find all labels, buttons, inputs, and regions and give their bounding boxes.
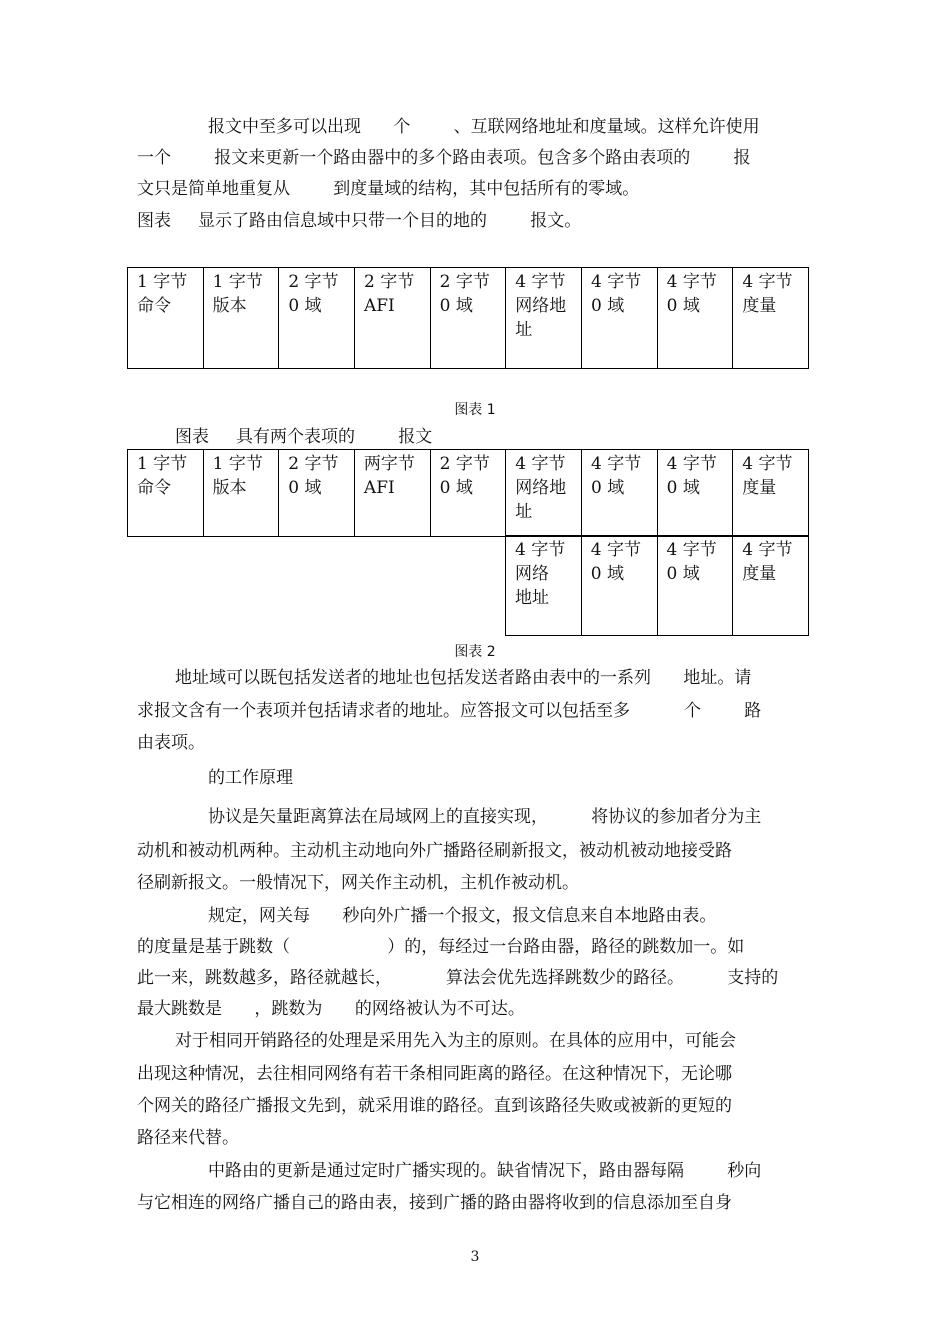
body-line: 与它相连的网络广播自己的路由表，接到广播的路由器将收到的信息添加至自身 (137, 1193, 732, 1213)
intro-line-3: 文只是简单地重复从 到度量域的结构，其中包括所有的零域。 (137, 179, 640, 199)
table2-cell: 2 字节 0 域 (430, 450, 506, 537)
page-number: 3 (470, 1249, 480, 1265)
body-line: 协议是矢量距离算法在局域网上的直接实现， 将协议的参加者分为主 (208, 807, 762, 827)
table1-cell: 1 字节 版本 (203, 268, 279, 369)
body-line: 求报文含有一个表项并包括请求者的地址。应答报文可以包括至多 个 路 (137, 701, 762, 721)
packet-format-table-2-row1 (127, 449, 809, 537)
table2-cell: 4 字节 0 域 (581, 536, 657, 636)
table1-cell: 1 字节 命令 (128, 268, 204, 369)
table2-title: 图表 具有两个表项的 报文 (175, 427, 433, 447)
table2-cell: 4 字节 网络 地址 (506, 536, 582, 636)
table1-cell: 4 字节 度量 (733, 268, 809, 369)
table2-cell: 1 字节 版本 (203, 450, 279, 537)
section-heading: 的工作原理 (208, 768, 293, 788)
table2-cell: 2 字节 0 域 (279, 450, 355, 537)
table2-cell: 4 字节 度量 (733, 536, 809, 636)
table1-cell: 2 字节 AFI (354, 268, 430, 369)
table2-cell: 1 字节 命令 (128, 450, 204, 537)
body-line: 动机和被动机两种。主动机主动地向外广播路径刷新报文，被动机被动地接受路 (137, 841, 732, 861)
body-line: 个网关的路径广播报文先到，就采用谁的路径。直到该路径失败或被新的更短的 (137, 1096, 732, 1116)
table2-cell: 4 字节 度量 (733, 450, 809, 537)
body-line: 中路由的更新是通过定时广播实现的。缺省情况下，路由器每隔 秒向 (208, 1161, 762, 1181)
intro-line-2: 一个 报文来更新一个路由器中的多个路由表项。包含多个路由表项的 报 (137, 148, 751, 168)
table1-cell: 2 字节 0 域 (430, 268, 506, 369)
body-line: 的度量是基于跳数（ ）的，每经过一台路由器，路径的跳数加一。如 (137, 937, 745, 957)
table2-cell: 两字节 AFI (354, 450, 430, 537)
table2-cell: 4 字节 0 域 (657, 450, 733, 537)
body-line: 路径来代替。 (137, 1128, 239, 1148)
packet-format-table-2-row2 (505, 535, 809, 636)
table1-cell: 4 字节 网络地 址 (506, 268, 582, 369)
body-line: 由表项。 (137, 733, 205, 753)
table1-cell: 2 字节 0 域 (279, 268, 355, 369)
body-line: 出现这种情况，去往相同网络有若干条相同距离的路径。在这种情况下，无论哪 (137, 1064, 732, 1084)
table2-cell: 4 字节 0 域 (582, 450, 658, 537)
body-line: 规定，网关每 秒向外广播一个报文，报文信息来自本地路由表。 (208, 906, 717, 926)
table1-cell: 4 字节 0 域 (657, 268, 733, 369)
body-line: 径刷新报文。一般情况下，网关作主动机，主机作被动机。 (137, 873, 579, 893)
table2-cell: 4 字节 0 域 (657, 536, 733, 636)
body-line: 最大跳数是 ，跳数为 的网络被认为不可达。 (137, 999, 525, 1019)
intro-line-4: 图表 显示了路由信息域中只带一个目的地的 报文。 (137, 211, 582, 231)
table1-caption: 图表 1 (454, 402, 496, 418)
body-line: 地址域可以既包括发送者的地址也包括发送者路由表中的一系列 地址。请 (175, 668, 752, 688)
intro-line-1: 报文中至多可以出现 个 、互联网络地址和度量域。这样允许使用 (208, 117, 760, 137)
table2-caption: 图表 2 (454, 644, 496, 660)
packet-format-table-1 (127, 267, 809, 369)
body-line: 此一来，跳数越多，路径就越长， 算法会优先选择跳数少的路径。 支持的 (137, 968, 779, 988)
body-line: 对于相同开销路径的处理是采用先入为主的原则。在具体的应用中，可能会 (175, 1031, 736, 1051)
table1-cell: 4 字节 0 域 (582, 268, 658, 369)
table2-cell: 4 字节 网络地 址 (506, 450, 582, 537)
